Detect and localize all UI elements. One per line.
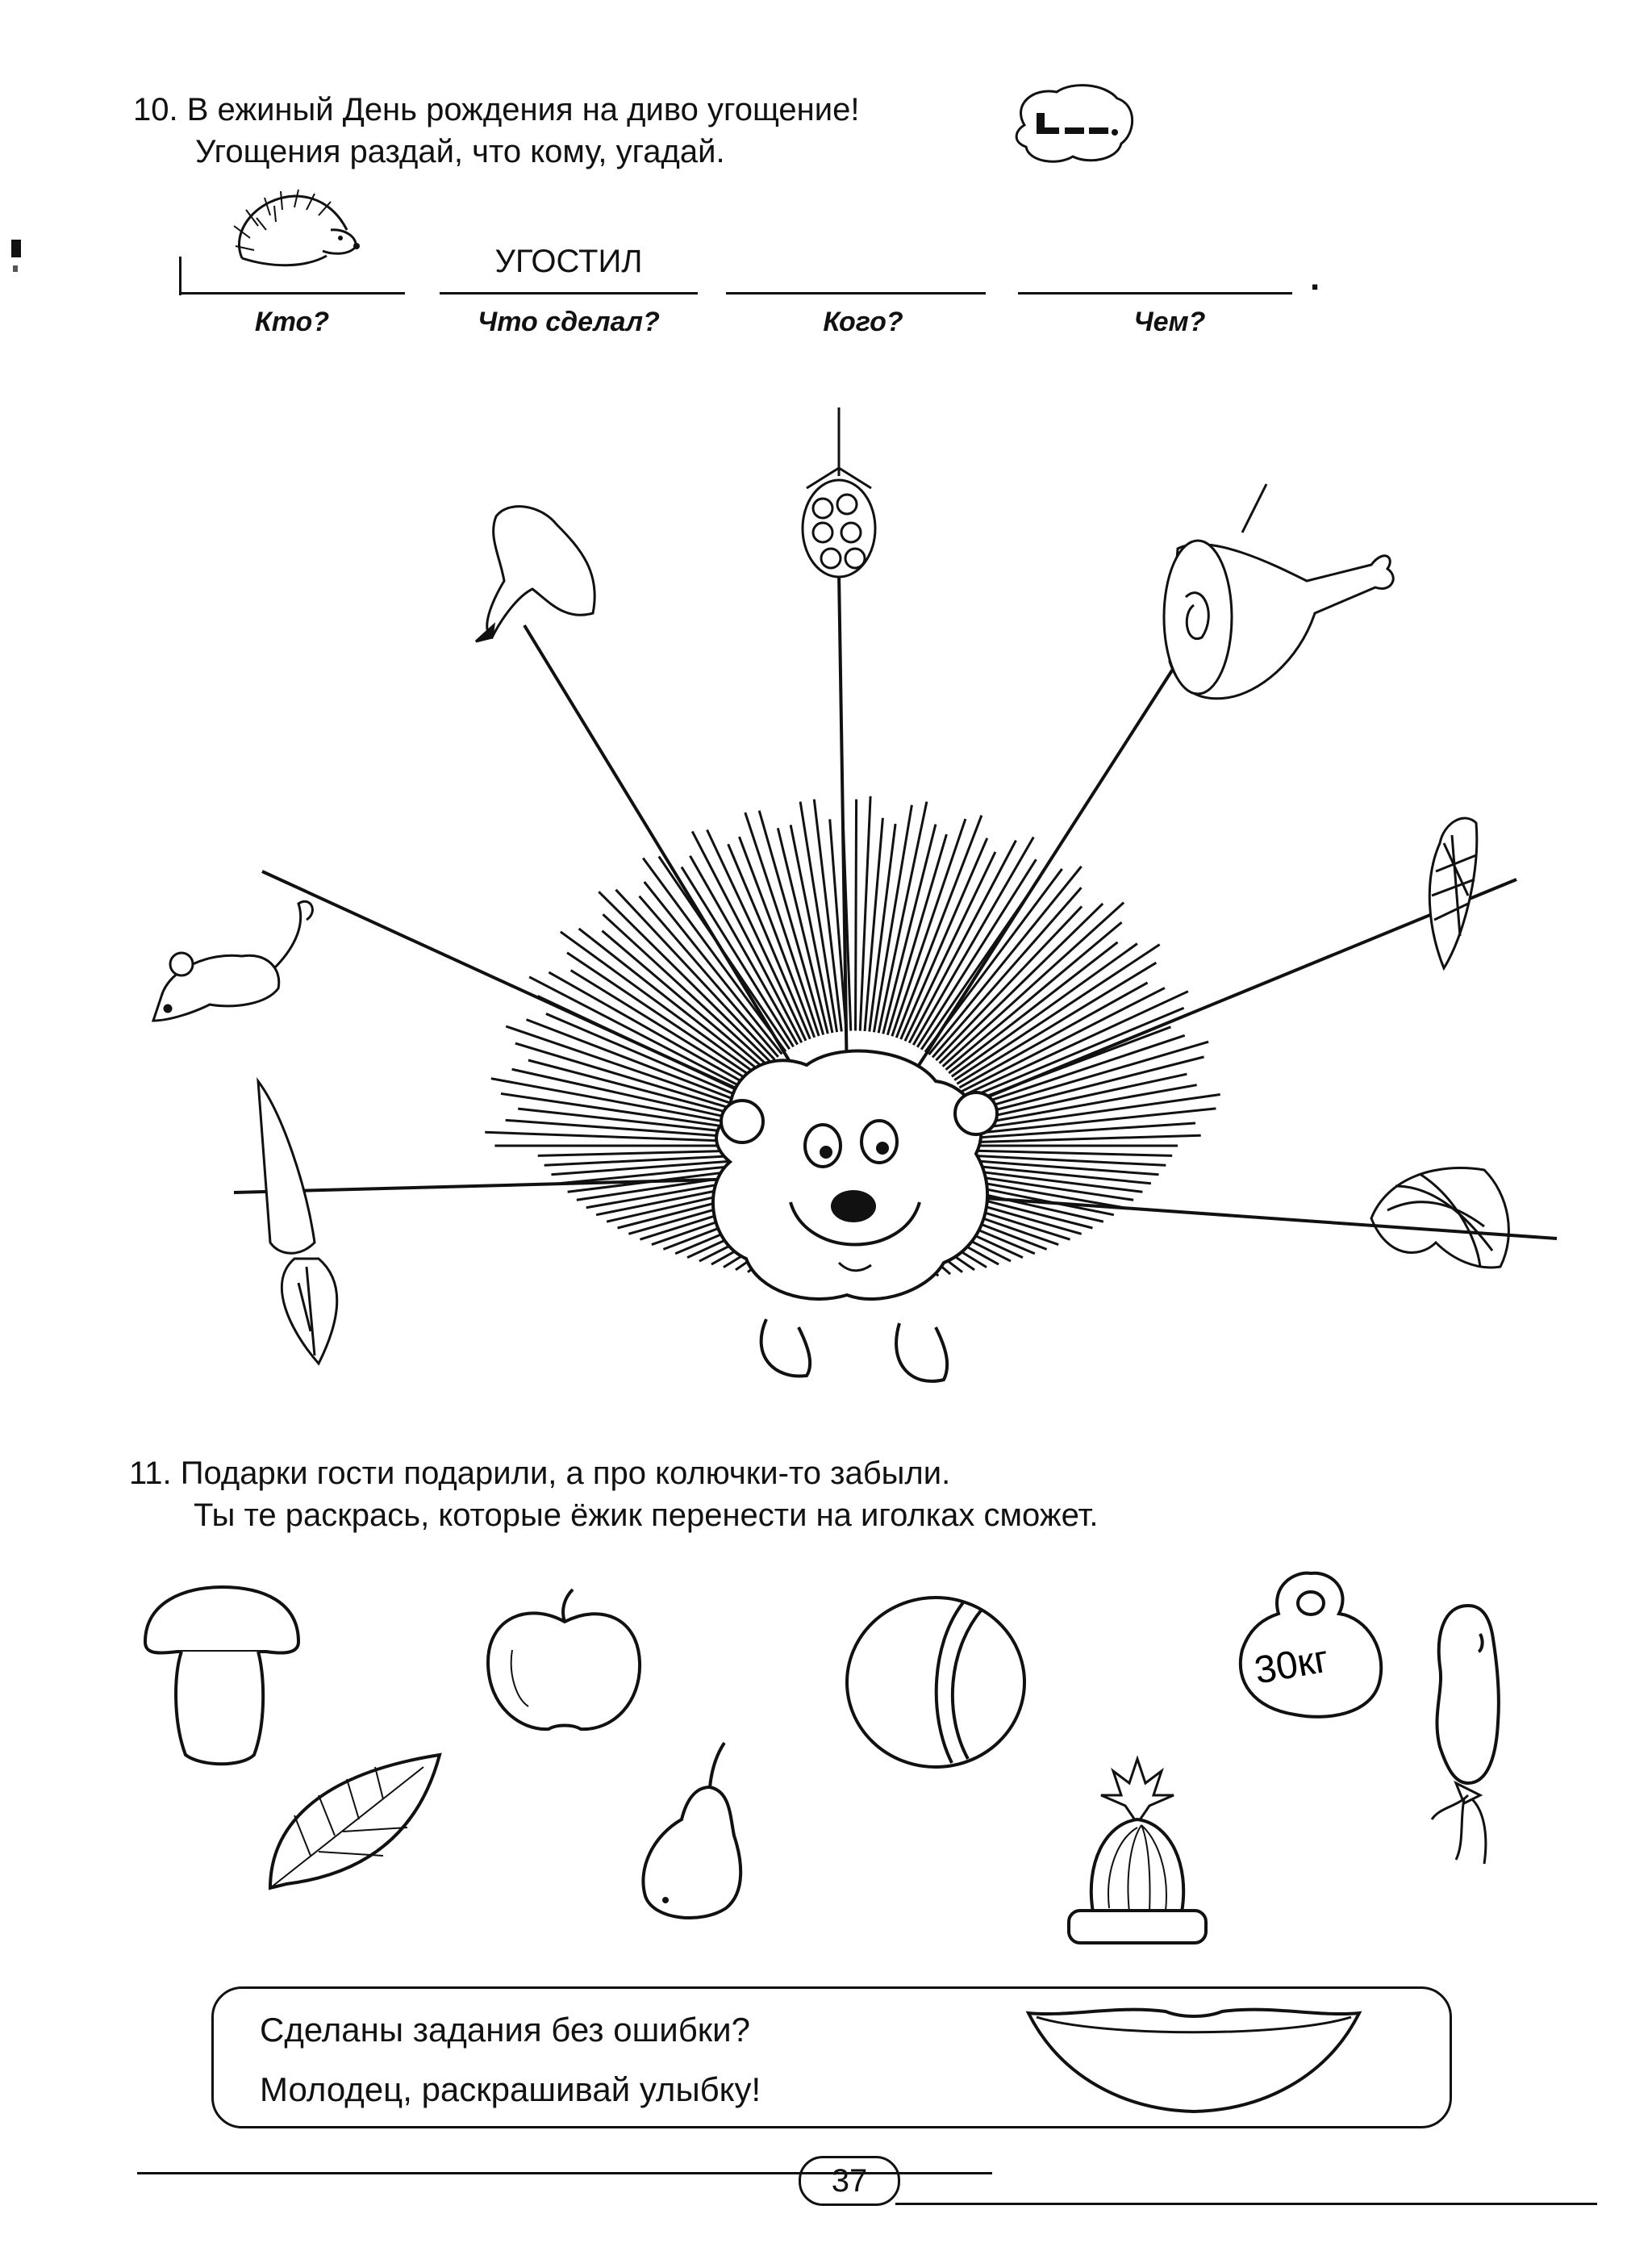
answer-filled-verb: УГОСТИЛ bbox=[494, 244, 643, 279]
task11-line1: Подарки гости подарили, а про колючки-то забыли. bbox=[180, 1456, 951, 1491]
mushroom-stick-icon bbox=[476, 507, 594, 641]
question-what-did: Что сделал? bbox=[478, 307, 660, 337]
gift-hat-icon[interactable] bbox=[1061, 1751, 1214, 1953]
task11-heading bbox=[129, 1452, 950, 1494]
question-with-what: Чем? bbox=[1133, 307, 1206, 337]
task10-line1: В ежиный День рождения на диво угощение! bbox=[186, 92, 860, 127]
task10-line2: Угощения раздай, что кому, угадай. bbox=[195, 134, 725, 169]
smile-lips-icon[interactable] bbox=[1020, 1997, 1367, 2118]
sentence-period: . bbox=[1310, 258, 1320, 298]
question-who: Кто? bbox=[254, 307, 330, 337]
raspberry-icon bbox=[803, 407, 875, 577]
gift-mushroom-icon[interactable] bbox=[137, 1585, 307, 1771]
stick-to-ham bbox=[903, 662, 1178, 1089]
task11-number: 11. bbox=[129, 1456, 172, 1491]
task11-line2: Ты те раскрась, которые ёжик перенести на иголках сможет. bbox=[194, 1497, 1099, 1533]
gift-weight-icon[interactable] bbox=[1230, 1569, 1391, 1723]
mouse-icon bbox=[153, 901, 312, 1021]
stick-to-raspberry bbox=[839, 573, 847, 1081]
gift-apple-icon[interactable] bbox=[480, 1585, 649, 1739]
self-check-line1: Сделаны задания без ошибки? bbox=[260, 2011, 750, 2049]
gift-balloon-icon[interactable] bbox=[1408, 1602, 1529, 1868]
gift-ball-icon[interactable] bbox=[843, 1594, 1028, 1771]
hay-icon bbox=[1371, 1168, 1508, 1268]
weight-label: 30кг bbox=[1251, 1637, 1333, 1693]
question-whom: Кого? bbox=[823, 307, 903, 337]
page-number: 37 bbox=[799, 2156, 900, 2206]
footer-rule-right bbox=[895, 2203, 1597, 2205]
ham-icon bbox=[1164, 484, 1393, 699]
task10-number: 10. bbox=[133, 92, 178, 127]
gift-leaf-icon[interactable] bbox=[262, 1751, 448, 1896]
stick-to-carrot bbox=[234, 1178, 774, 1193]
pine-cone-icon bbox=[1429, 818, 1477, 968]
self-check-line2: Молодец, раскрашивай улыбку! bbox=[260, 2070, 761, 2108]
gift-pear-icon[interactable] bbox=[621, 1739, 750, 1924]
hedgehog-face bbox=[713, 1051, 997, 1299]
carrot-icon bbox=[258, 1081, 337, 1364]
